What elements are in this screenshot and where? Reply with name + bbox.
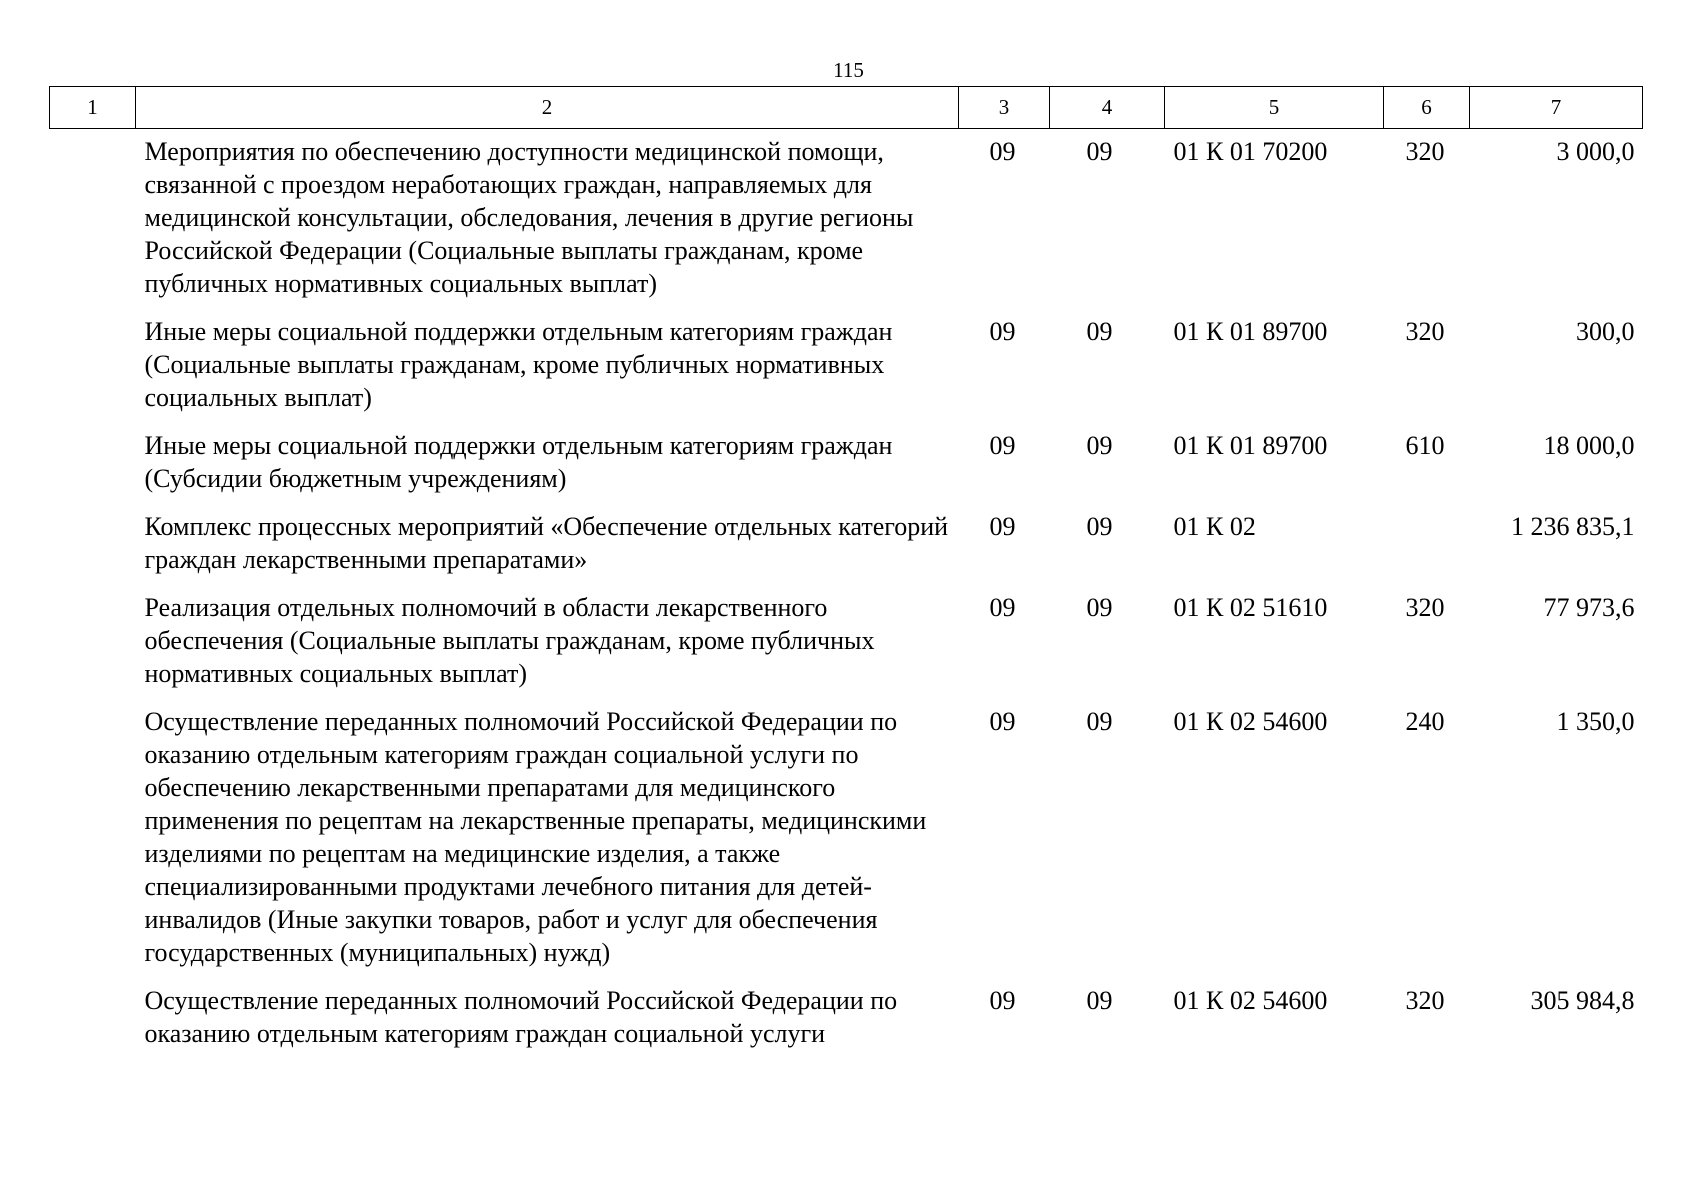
amount-cell: 1 350,0 <box>1556 707 1635 736</box>
target-article-cell: 01 К 02 54600 <box>1173 986 1328 1015</box>
budget-table <box>49 86 1643 1065</box>
section-code-cell: 09 <box>989 707 1016 736</box>
section-code-cell: 09 <box>989 137 1016 166</box>
subsection-code-cell: 09 <box>1086 707 1113 736</box>
column-header-1: 1 <box>50 87 136 129</box>
section-code-cell: 09 <box>989 593 1016 622</box>
expense-type-cell: 320 <box>1405 986 1445 1015</box>
target-article-cell: 01 К 02 <box>1173 512 1256 541</box>
subsection-code-cell: 09 <box>1086 431 1113 460</box>
table-row <box>50 591 1643 705</box>
row-number-cell <box>50 705 136 984</box>
budget-table-container <box>49 86 1642 1065</box>
table-row <box>50 984 1643 1065</box>
expense-type-cell: 320 <box>1405 593 1445 622</box>
row-number-cell <box>50 510 136 591</box>
expense-type-cell <box>1384 510 1470 591</box>
section-code-cell: 09 <box>989 431 1016 460</box>
column-header-4: 4 <box>1050 87 1165 129</box>
amount-cell: 77 973,6 <box>1543 593 1635 622</box>
subsection-code-cell: 09 <box>1086 593 1113 622</box>
table-header <box>50 87 1643 129</box>
subsection-code-cell: 09 <box>1086 137 1113 166</box>
expense-type-cell: 610 <box>1405 431 1445 460</box>
table-row <box>50 129 1643 316</box>
amount-cell: 300,0 <box>1576 317 1635 346</box>
amount-cell: 18 000,0 <box>1543 431 1635 460</box>
description-cell: Иные меры социальной поддержки отдельным категориям граждан (Субсидии бюджетным учреждениям) <box>144 431 893 493</box>
page-number: 115 <box>833 58 864 82</box>
expense-type-cell: 240 <box>1405 707 1445 736</box>
subsection-code-cell: 09 <box>1086 317 1113 346</box>
amount-cell: 3 000,0 <box>1556 137 1635 166</box>
description-cell: Осуществление переданных полномочий Российской Федерации по оказанию отдельным категориям граждан социальной услуги <box>144 986 898 1048</box>
target-article-cell: 01 К 01 70200 <box>1173 137 1328 166</box>
column-header-3: 3 <box>959 87 1050 129</box>
amount-cell: 1 236 835,1 <box>1511 512 1635 541</box>
column-header-6: 6 <box>1384 87 1470 129</box>
description-cell: Комплекс процессных мероприятий «Обеспечение отдельных категорий граждан лекарственными препаратами» <box>144 512 949 574</box>
description-cell: Мероприятия по обеспечению доступности медицинской помощи, связанной с проездом неработающих граждан, направляемых для медицинской консультации, обследования, лечения в другие регионы Российской Федерации (Социальные выплаты гражданам, кроме публичных нормативных социальных выплат) <box>144 137 914 298</box>
table-row <box>50 429 1643 510</box>
column-header-7: 7 <box>1470 87 1643 129</box>
row-number-cell <box>50 591 136 705</box>
amount-cell: 305 984,8 <box>1530 986 1635 1015</box>
table-row <box>50 315 1643 429</box>
row-number-cell <box>50 315 136 429</box>
table-row <box>50 510 1643 591</box>
description-cell: Реализация отдельных полномочий в области лекарственного обеспечения (Социальные выплаты гражданам, кроме публичных нормативных социальных выплат) <box>144 593 875 688</box>
table-body <box>50 129 1643 1066</box>
expense-type-cell: 320 <box>1405 317 1445 346</box>
target-article-cell: 01 К 01 89700 <box>1173 431 1328 460</box>
column-header-2: 2 <box>136 87 959 129</box>
section-code-cell: 09 <box>989 317 1016 346</box>
column-header-5: 5 <box>1165 87 1384 129</box>
row-number-cell <box>50 984 136 1065</box>
expense-type-cell: 320 <box>1405 137 1445 166</box>
target-article-cell: 01 К 02 54600 <box>1173 707 1328 736</box>
table-row <box>50 705 1643 984</box>
subsection-code-cell: 09 <box>1086 512 1113 541</box>
section-code-cell: 09 <box>989 986 1016 1015</box>
subsection-code-cell: 09 <box>1086 986 1113 1015</box>
row-number-cell <box>50 429 136 510</box>
description-cell: Иные меры социальной поддержки отдельным категориям граждан (Социальные выплаты гражданам, кроме публичных нормативных социальных выплат) <box>144 317 893 412</box>
header-row <box>50 87 1643 129</box>
target-article-cell: 01 К 01 89700 <box>1173 317 1328 346</box>
target-article-cell: 01 К 02 51610 <box>1173 593 1328 622</box>
row-number-cell <box>50 129 136 316</box>
description-cell: Осуществление переданных полномочий Российской Федерации по оказанию отдельным категориям граждан социальной услуги по обеспечению лекарственными препаратами для медицинского применения по рецептам на лекарственные препараты, медицинскими изделиями по рецептам на медицинские изделия, а также специализированными продуктами лечебного питания для детей-инвалидов (Иные закупки товаров, работ и услуг для обеспечения государственных (муниципальных) нужд) <box>144 707 927 967</box>
section-code-cell: 09 <box>989 512 1016 541</box>
